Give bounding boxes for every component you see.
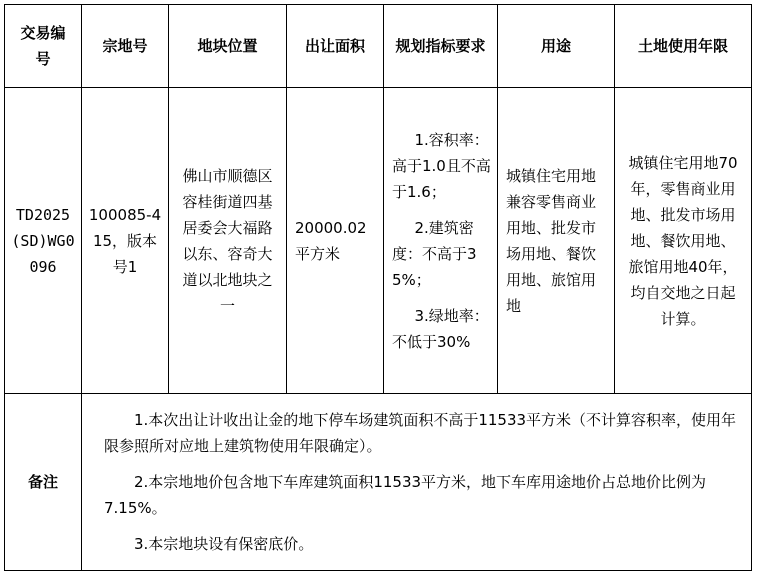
remark-item: 3.本宗地块设有保密底价。 [134,535,314,553]
plan-far: 1.容积率：高于1.0且不高于1.6； [392,130,491,201]
table-row [5,88,752,394]
remarks-cell [82,394,752,571]
plan-density: 2.建筑密度：不高于35%； [392,218,477,289]
term: 城镇住宅用地70年，零售商业用地、批发市场用地、餐饮用地、旅馆用地40年，均自交地之日起计算。 [628,153,738,328]
header-area: 出让面积 [287,5,384,88]
location-cell [169,88,287,394]
plan-green: 3.绿地率：不低于30% [392,306,489,351]
usage: 城镇住宅用地兼容零售商业用地、批发市场用地、餐饮用地、旅馆用地 [506,166,597,315]
header-transaction-no: 交易编号 [5,5,82,88]
remark-item: 1.本次出让计收出让金的地下停车场建筑面积不高于11533平方米（不计算容积率，使用年限参照所对应地上建筑物使用年限确定）。 [104,411,737,455]
header-term: 土地使用年限 [615,5,752,88]
location: 佛山市顺德区容桂街道四基居委会大福路以东、容奇大道以北地块之一 [182,166,273,315]
term-cell [615,88,752,394]
remarks-label: 备注 [5,394,82,571]
header-row [5,5,752,88]
area-cell [287,88,384,394]
planning-cell [384,88,498,394]
header-location: 地块位置 [169,5,287,88]
parcel-no: 100085-415，版本号1 [88,205,162,276]
header-usage: 用途 [498,5,615,88]
transaction-no: TD2025(SD)WG0096 [11,205,75,276]
remark-item: 2.本宗地地价包含地下车库建筑面积11533平方米，地下车库用途地价占总地价比例为7.15%。 [104,473,707,517]
remarks-row [5,394,752,571]
transaction-no-cell [5,88,82,394]
usage-cell [498,88,615,394]
parcel-no-cell [82,88,169,394]
header-parcel-no: 宗地号 [82,5,169,88]
header-planning: 规划指标要求 [384,5,498,88]
area: 20000.02平方米 [295,218,367,263]
land-transfer-table [4,4,752,571]
